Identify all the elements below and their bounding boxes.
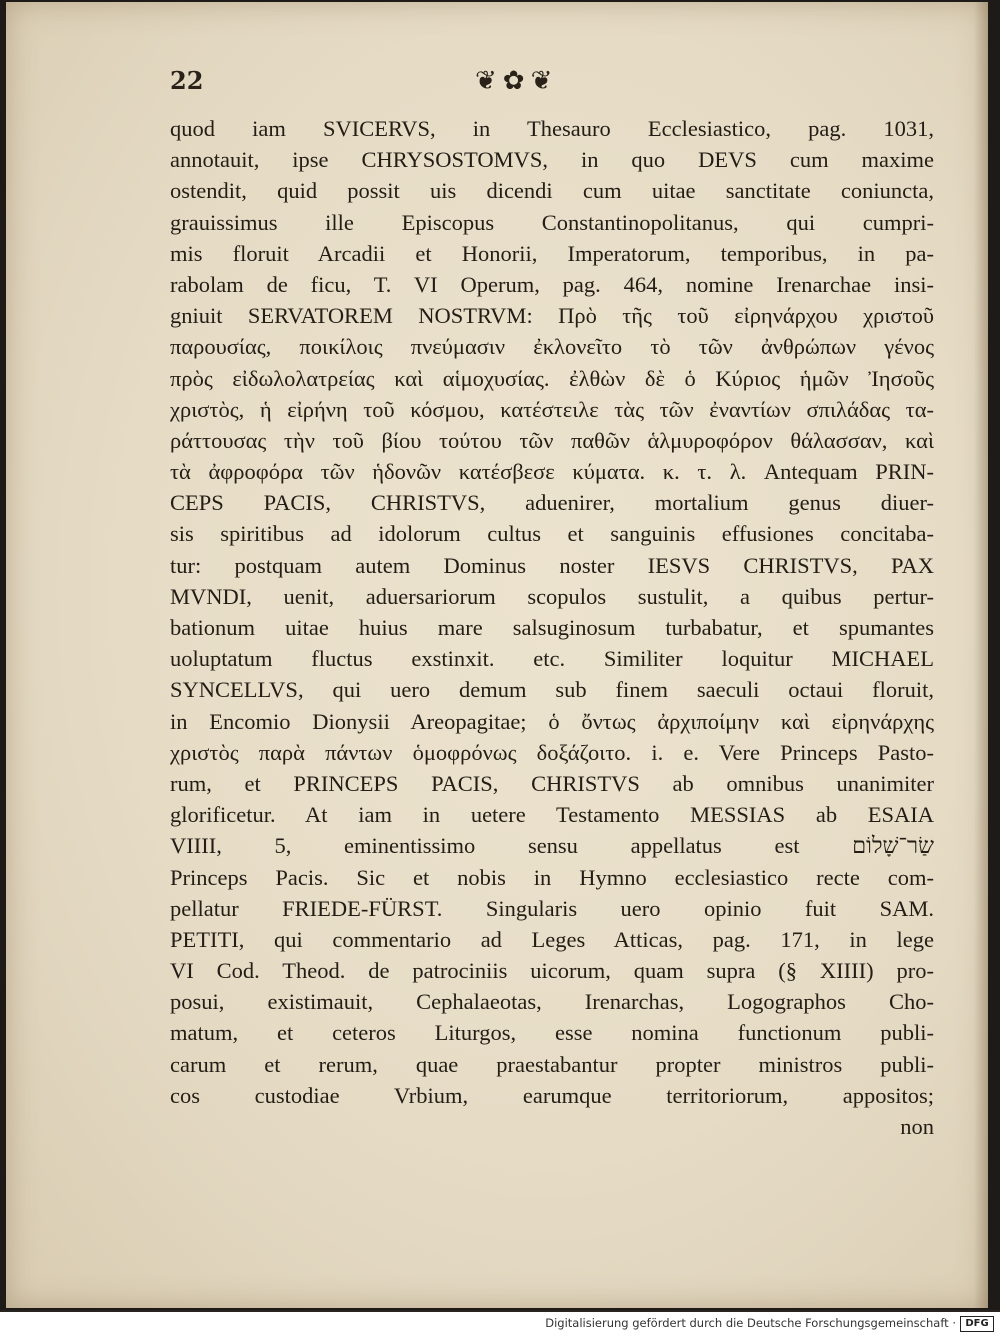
text-line: rabolam de ficu, T. VI Operum, pag. 464, nomine Irenarchae insi- xyxy=(170,271,934,297)
text-line: quod iam SVICERVS, in Thesauro Ecclesiastico, pag. 1031, xyxy=(170,116,934,141)
digitization-footer xyxy=(0,1312,1000,1334)
text-line: MVNDI, uenit, aduersariorum scopulos sustulit, a quibus pertur- xyxy=(170,583,934,609)
text-line: uoluptatum fluctus exstinxit. etc. Similiter loquitur MICHAEL xyxy=(170,646,934,672)
header-ornament-icon: ❦✿❦ xyxy=(475,66,559,96)
body-text xyxy=(170,113,934,1142)
text-line: cos custodiae Vrbium, earumque territoriorum, appositos; xyxy=(170,1082,934,1108)
text-line: rum, et PRINCEPS PACIS, CHRISTVS ab omnibus unanimiter xyxy=(170,770,934,796)
text-line: gniuit SERVATOREM NOSTRVM: Πρὸ τῆς τοῦ εἰρηνάρχου χριστοῦ xyxy=(170,303,934,329)
text-line: χριστὸς παρὰ πάντων ὁμοφρόνως δοξάζοιτο. i. e. Vere Princeps Pasto- xyxy=(170,739,934,765)
text-line: Princeps Pacis. Sic et nobis in Hymno ecclesiastico recte com- xyxy=(170,864,934,890)
text-line: mis floruit Arcadii et Honorii, Imperatorum, temporibus, in pa- xyxy=(170,240,934,266)
text-line: CEPS PACIS, CHRISTVS, aduenirer, mortalium genus diuer- xyxy=(170,490,934,516)
text-line: grauissimus ille Episcopus Constantinopolitanus, qui cumpri- xyxy=(170,209,934,235)
text-line: VI Cod. Theod. de patrociniis uicorum, quam supra (§ XIIII) pro- xyxy=(170,958,934,984)
text-line: sis spiritibus ad idolorum cultus et sanguinis effusiones concitaba- xyxy=(170,521,934,547)
catchword: non xyxy=(900,1114,934,1139)
text-line: posui, existimauit, Cephalaeotas, Irenarchas, Logographos Cho- xyxy=(170,989,934,1015)
page-number: 22 xyxy=(170,66,204,95)
text-line: ostendit, quid possit uis dicendi cum uitae sanctitate coniuncta, xyxy=(170,178,934,204)
text-line: in Encomio Dionysii Areopagitae; ὁ ὄντως ἀρχιποίμην καὶ εἰρηνάρχης xyxy=(170,708,934,734)
text-line: VIIII, 5, eminentissimo sensu appellatus est שַׂר־שָׁלוֹם xyxy=(170,833,934,859)
text-line: χριστὸς, ἡ εἰρήνη τοῦ κόσμου, κατέστειλε τὰς τῶν ἐναντίων σπιλάδας τα- xyxy=(170,396,934,422)
page-header xyxy=(170,66,940,102)
text-line: PETITI, qui commentario ad Leges Atticas, pag. 171, in lege xyxy=(170,926,934,952)
funding-credit: Digitalisierung gefördert durch die Deutsche Forschungsgemeinschaft · xyxy=(545,1316,956,1330)
text-line: SYNCELLVS, qui uero demum sub finem saeculi octaui floruit, xyxy=(170,677,934,703)
text-line: παρουσίας, ποικίλοις πνεύμασιν ἐκλονεῖτο τὸ τῶν ἀνθρώπων γένος xyxy=(170,334,934,360)
text-line: τὰ ἀφροφόρα τῶν ἡδονῶν κατέσβεσε κύματα. κ. τ. λ. Antequam PRIN- xyxy=(170,459,934,485)
text-line: carum et rerum, quae praestabantur propter ministros publi- xyxy=(170,1051,934,1077)
text-line: tur: postquam autem Dominus noster IESVS CHRISTVS, PAX xyxy=(170,552,934,578)
text-line: annotauit, ipse CHRYSOSTOMVS, in quo DEVS cum maxime xyxy=(170,147,934,173)
text-line: ράττουσας τὴν τοῦ βίου τούτου τῶν παθῶν ἁλμυροφόρον θάλασσαν, καὶ xyxy=(170,427,934,453)
text-line: glorificetur. At iam in uetere Testamento MESSIAS ab ESAIA xyxy=(170,802,934,828)
text-line: πρὸς εἰδωλολατρείας καὶ αἱμοχυσίας. ἐλθὼν δὲ ὁ Κύριος ἡμῶν Ἰησοῦς xyxy=(170,365,934,391)
text-line: bationum uitae huius mare salsuginosum turbabatur, et spumantes xyxy=(170,615,934,640)
page-edge-shadow xyxy=(974,2,988,1308)
text-line: pellatur FRIEDE-FÜRST. Singularis uero opinio fuit SAM. xyxy=(170,895,934,921)
text-line: matum, et ceteros Liturgos, esse nomina functionum publi- xyxy=(170,1020,934,1046)
dfg-logo-icon: DFG xyxy=(960,1316,994,1332)
